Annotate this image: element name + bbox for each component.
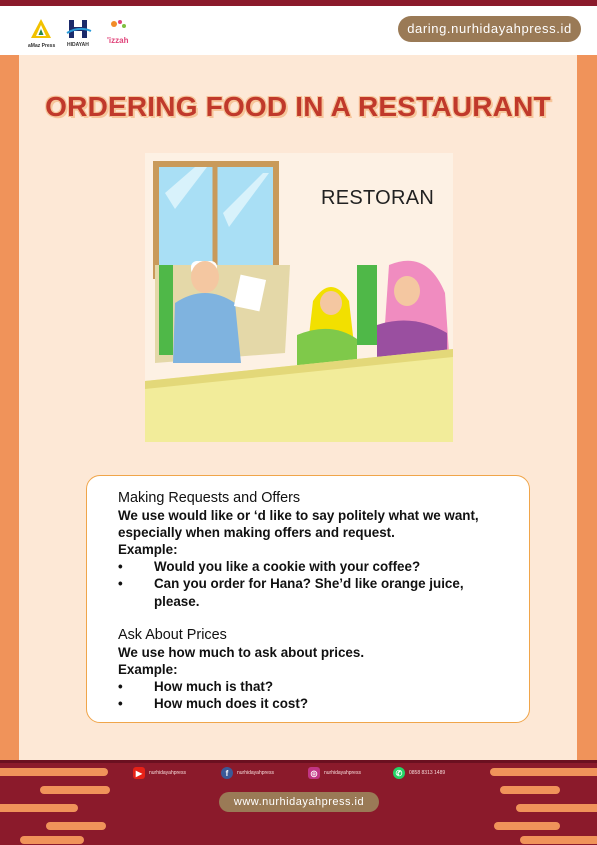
decorative-stripe	[516, 804, 597, 812]
list-item	[118, 558, 529, 575]
decorative-stripe	[20, 836, 84, 844]
list-item	[118, 695, 529, 712]
bullet-icon: •	[118, 678, 123, 694]
decorative-stripe	[0, 768, 108, 776]
restaurant-sign: RESTORAN	[321, 187, 435, 209]
whatsapp-label: 0858 8313 1489	[409, 770, 446, 776]
youtube-icon: ▶	[133, 767, 145, 779]
bullet-icon: •	[118, 576, 123, 592]
facebook-label: nurhidayahpress	[237, 770, 274, 776]
amaz-press-logo	[30, 18, 52, 45]
youtube-link[interactable]	[133, 767, 186, 779]
bullet-icon: •	[118, 559, 123, 575]
instagram-link[interactable]	[308, 767, 361, 779]
list-item-text: Would you like a cookie with your coffee?	[154, 559, 421, 575]
bullet-icon: •	[118, 696, 123, 712]
decorative-stripe	[520, 836, 597, 844]
info-card	[86, 475, 530, 723]
list-item-text: How much does it cost?	[154, 696, 309, 712]
decorative-stripe	[0, 804, 78, 812]
amaz-press-label: aMaz Press	[28, 43, 56, 49]
list-item-text: Can you order for Hana? She’d like orange juice, please.	[154, 576, 464, 609]
list-item	[118, 678, 529, 695]
list-item-text: How much is that?	[154, 678, 274, 694]
instagram-label: nurhidayahpress	[324, 770, 361, 776]
decorative-stripe	[46, 822, 106, 830]
facebook-icon: f	[221, 767, 233, 779]
section2-example-label: Example:	[118, 661, 178, 677]
facebook-link[interactable]	[221, 767, 274, 779]
izzah-label: 'izzah	[107, 36, 129, 45]
page-title: ORDERING FOOD IN A RESTAURANT	[45, 91, 551, 122]
hidayah-logo	[66, 18, 92, 45]
decorative-stripe	[40, 786, 110, 794]
whatsapp-link[interactable]	[393, 767, 445, 779]
section2-body: We use how much to ask about prices.	[118, 644, 365, 660]
main-content	[19, 55, 577, 760]
hidayah-label: HIDAYAH	[67, 42, 89, 48]
section2-title: Ask About Prices	[118, 626, 227, 643]
section1-body: We use would like or ‘d like to say politely what we want, especially when making offers and request.	[118, 508, 479, 541]
restaurant-scene-illustration	[145, 153, 453, 442]
whatsapp-icon: ✆	[393, 767, 405, 779]
footer-top-strip	[0, 760, 597, 763]
list-item	[118, 575, 529, 609]
footer	[0, 760, 597, 845]
decorative-stripe	[494, 822, 560, 830]
youtube-label: nurhidayahpress	[149, 770, 186, 776]
header	[0, 6, 597, 55]
section1-title: Making Requests and Offers	[118, 490, 301, 506]
header-url[interactable]: daring.nurhidayahpress.id	[398, 16, 581, 42]
decorative-stripe	[490, 768, 597, 776]
footer-website[interactable]: www.nurhidayahpress.id	[219, 792, 379, 812]
right-border	[577, 55, 597, 760]
decorative-stripe	[500, 786, 560, 794]
section1-example-label: Example:	[118, 542, 178, 558]
left-border	[0, 55, 19, 760]
instagram-icon: ◎	[308, 767, 320, 779]
